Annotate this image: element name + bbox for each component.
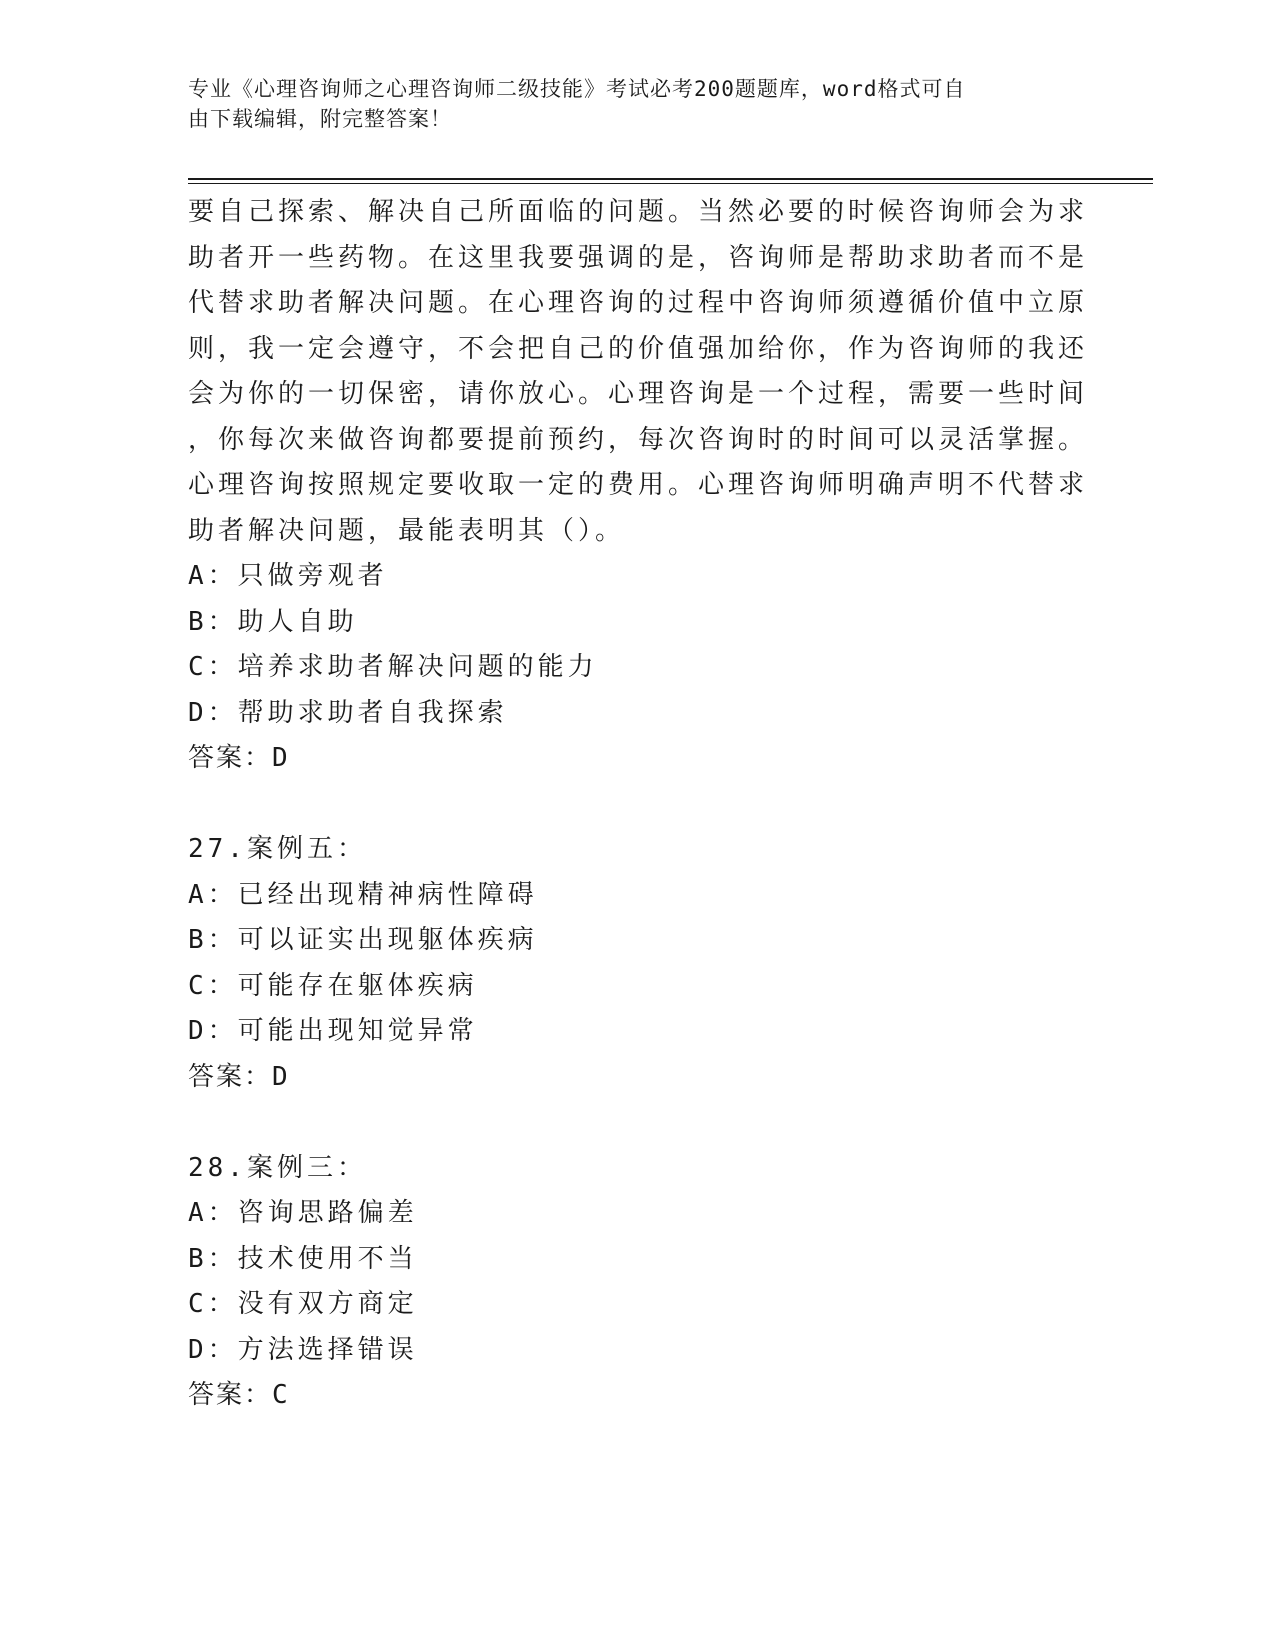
header-title-line-2: 由下载编辑，附完整答案！ — [188, 107, 452, 131]
option-c: C：没有双方商定 — [188, 1289, 418, 1319]
option-c: C：培养求助者解决问题的能力 — [188, 652, 598, 682]
question-stem-line: 会为你的一切保密，请你放心。心理咨询是一个过程，需要一些时间 — [188, 379, 1089, 409]
question-stem: 28.案例三： — [188, 1152, 367, 1183]
header-divider-thick — [188, 178, 1153, 180]
question-stem: 27.案例五： — [188, 834, 367, 864]
question-stem-line: 要自己探索、解决自己所面临的问题。当然必要的时候咨询师会为求 — [188, 197, 1089, 227]
question-stem-line: 心理咨询按照规定要收取一定的费用。心理咨询师明确声明不代替求 — [188, 470, 1089, 500]
question-26 — [188, 190, 1089, 782]
option-a: A：咨询思路偏差 — [188, 1198, 418, 1228]
option-d: D：方法选择错误 — [188, 1334, 418, 1365]
option-d: D：可能出现知觉异常 — [188, 1016, 478, 1046]
option-b: B：助人自助 — [188, 606, 358, 637]
option-b: B：技术使用不当 — [188, 1243, 418, 1274]
document-body — [188, 190, 1089, 1419]
question-spacer — [188, 1100, 1068, 1146]
answer-line: 答案：D — [188, 1061, 290, 1092]
question-27 — [188, 827, 1068, 1100]
question-stem-line: ，你每次来做咨询都要提前预约，每次咨询时的时间可以灵活掌握。 — [188, 424, 1089, 455]
option-c: C：可能存在躯体疾病 — [188, 970, 478, 1001]
question-stem-line: 代替求助者解决问题。在心理咨询的过程中咨询师须遵循价值中立原 — [188, 288, 1089, 318]
option-b: B：可以证实出现躯体疾病 — [188, 925, 538, 955]
question-spacer — [188, 782, 1068, 828]
header-title-line-1: 专业《心理咨询师之心理咨询师二级技能》考试必考200题题库，word格式可自 — [188, 77, 966, 101]
option-a: A：只做旁观者 — [188, 561, 388, 591]
header-divider-thin — [188, 183, 1153, 184]
answer-line: 答案：D — [188, 743, 290, 773]
question-stem-line: 助者解决问题，最能表明其（）。 — [188, 515, 626, 546]
question-stem-line: 助者开一些药物。在这里我要强调的是，咨询师是帮助求助者而不是 — [188, 242, 1089, 273]
option-d: D：帮助求助者自我探索 — [188, 697, 508, 728]
option-a: A：已经出现精神病性障碍 — [188, 879, 538, 910]
answer-line: 答案：C — [188, 1380, 290, 1410]
question-stem-line: 则，我一定会遵守，不会把自己的价值强加给你，作为咨询师的我还 — [188, 333, 1089, 364]
question-28 — [188, 1146, 1068, 1419]
page-header — [188, 74, 1068, 134]
